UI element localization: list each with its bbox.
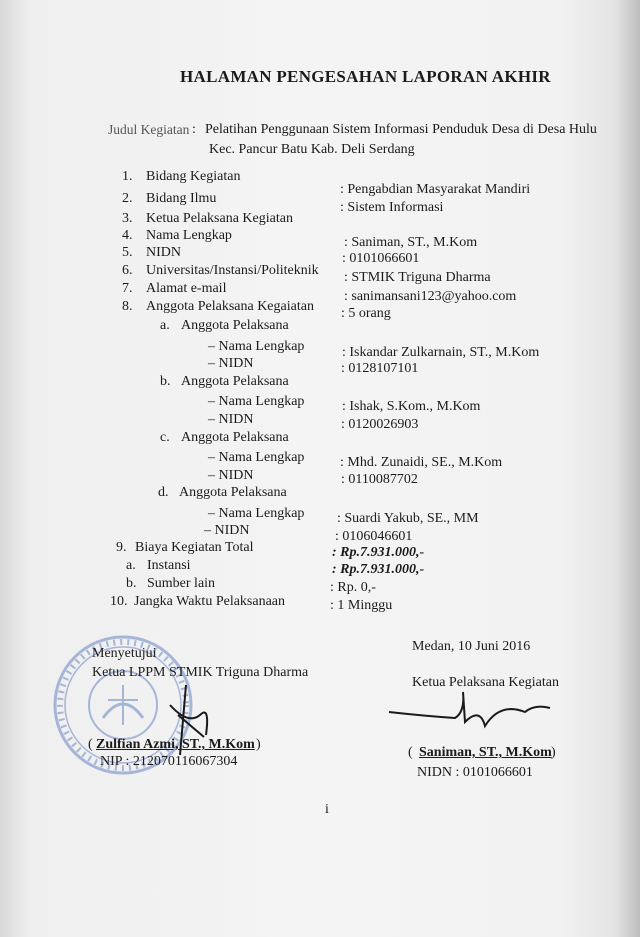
member-number: c. xyxy=(160,430,170,445)
member-name: : Suardi Yakub, SE., MM xyxy=(337,511,479,526)
item-number: 2. xyxy=(122,191,133,206)
member-name: : Ishak, S.Kom., M.Kom xyxy=(342,399,481,414)
member-heading: Anggota Pelaksana xyxy=(181,430,289,445)
budget-instansi-label: Instansi xyxy=(147,558,191,573)
judul-line-2: Kec. Pancur Batu Kab. Deli Serdang xyxy=(209,142,415,157)
member-name-label: – Nama Lengkap xyxy=(208,506,305,521)
leader-name-open: ( xyxy=(408,745,413,760)
member-heading: Anggota Pelaksana xyxy=(181,318,289,333)
member-name: : Mhd. Zunaidi, SE., M.Kom xyxy=(340,455,503,470)
judul-line-1: Pelatihan Penggunaan Sistem Informasi Penduduk Desa di Desa Hulu xyxy=(205,122,597,137)
approver-nip: NIP : 212070116067304 xyxy=(100,754,238,769)
item-label: Nama Lengkap xyxy=(146,228,232,243)
budget-sumber-value: : Rp. 0,- xyxy=(330,580,376,595)
member-number: d. xyxy=(158,485,169,500)
member-heading: Anggota Pelaksana xyxy=(179,485,287,500)
member-nidn: : 0110087702 xyxy=(341,472,418,487)
item-value: : STMIK Triguna Dharma xyxy=(344,270,491,285)
member-nidn: : 0128107101 xyxy=(341,361,419,376)
place-date: Medan, 10 Juni 2016 xyxy=(412,639,531,654)
item-value: : Pengabdian Masyarakat Mandiri xyxy=(340,182,531,197)
item-number: 6. xyxy=(122,263,133,278)
item-value: : 5 orang xyxy=(341,306,391,321)
approver-name-open: ( xyxy=(88,737,93,752)
item-number: 5. xyxy=(122,245,133,260)
duration-label: Jangka Waktu Pelaksanaan xyxy=(134,594,286,609)
member-heading: Anggota Pelaksana xyxy=(181,374,289,389)
approval-label: Menyetujui xyxy=(92,646,157,661)
duration-number: 10. xyxy=(110,594,128,609)
budget-sumber-number: b. xyxy=(126,576,137,591)
item-label: Universitas/Instansi/Politeknik xyxy=(146,263,319,278)
member-number: b. xyxy=(160,374,171,389)
judul-label: Judul Kegiatan xyxy=(108,122,190,137)
leader-name-close: ) xyxy=(551,745,556,760)
item-value: : 0101066601 xyxy=(342,251,420,266)
member-nidn: : 0106046601 xyxy=(335,529,413,544)
leader-nidn: NIDN : 0101066601 xyxy=(417,765,533,780)
budget-instansi-value: : Rp.7.931.000,- xyxy=(332,562,425,577)
item-number: 7. xyxy=(122,281,133,296)
item-label: NIDN xyxy=(146,245,181,260)
item-value: : Sistem Informasi xyxy=(340,200,444,215)
judul-separator: : xyxy=(192,122,196,137)
member-name: : Iskandar Zulkarnain, ST., M.Kom xyxy=(342,345,540,360)
member-nidn-label: – NIDN xyxy=(208,468,254,483)
budget-label: Biaya Kegiatan Total xyxy=(135,540,254,555)
approver-name: Zulfian Azmi, ST., M.Kom xyxy=(96,737,255,752)
duration-value: : 1 Minggu xyxy=(330,598,393,613)
item-value: : Saniman, ST., M.Kom xyxy=(344,235,478,250)
page-title: HALAMAN PENGESAHAN LAPORAN AKHIR xyxy=(180,67,551,86)
member-number: a. xyxy=(160,318,170,333)
page-number: i xyxy=(325,802,329,817)
item-label: Anggota Pelaksana Kegaiatan xyxy=(146,299,314,314)
item-label: Alamat e-mail xyxy=(146,281,227,296)
item-number: 4. xyxy=(122,228,133,243)
item-number: 8. xyxy=(122,299,133,314)
leader-role: Ketua Pelaksana Kegiatan xyxy=(412,675,559,690)
member-name-label: – Nama Lengkap xyxy=(208,394,305,409)
member-nidn-label: – NIDN xyxy=(204,523,250,538)
item-label: Ketua Pelaksana Kegiatan xyxy=(146,211,293,226)
item-value: : sanimansani123@yahoo.com xyxy=(344,289,517,304)
member-name-label: – Nama Lengkap xyxy=(208,339,305,354)
budget-instansi-number: a. xyxy=(126,558,136,573)
leader-name: Saniman, ST., M.Kom xyxy=(419,745,552,760)
budget-number: 9. xyxy=(116,540,127,555)
member-nidn: : 0120026903 xyxy=(341,417,419,432)
item-number: 3. xyxy=(122,211,133,226)
budget-sumber-label: Sumber lain xyxy=(147,576,216,591)
approver-name-close: ) xyxy=(256,737,261,752)
approver-role: Ketua LPPM STMIK Triguna Dharma xyxy=(92,665,309,680)
leader-signature xyxy=(385,682,555,742)
member-name-label: – Nama Lengkap xyxy=(208,450,305,465)
budget-total: : Rp.7.931.000,- xyxy=(332,545,425,560)
member-nidn-label: – NIDN xyxy=(208,412,254,427)
member-nidn-label: – NIDN xyxy=(208,356,254,371)
item-label: Bidang Ilmu xyxy=(146,191,217,206)
item-number: 1. xyxy=(122,169,133,184)
item-label: Bidang Kegiatan xyxy=(146,169,241,184)
